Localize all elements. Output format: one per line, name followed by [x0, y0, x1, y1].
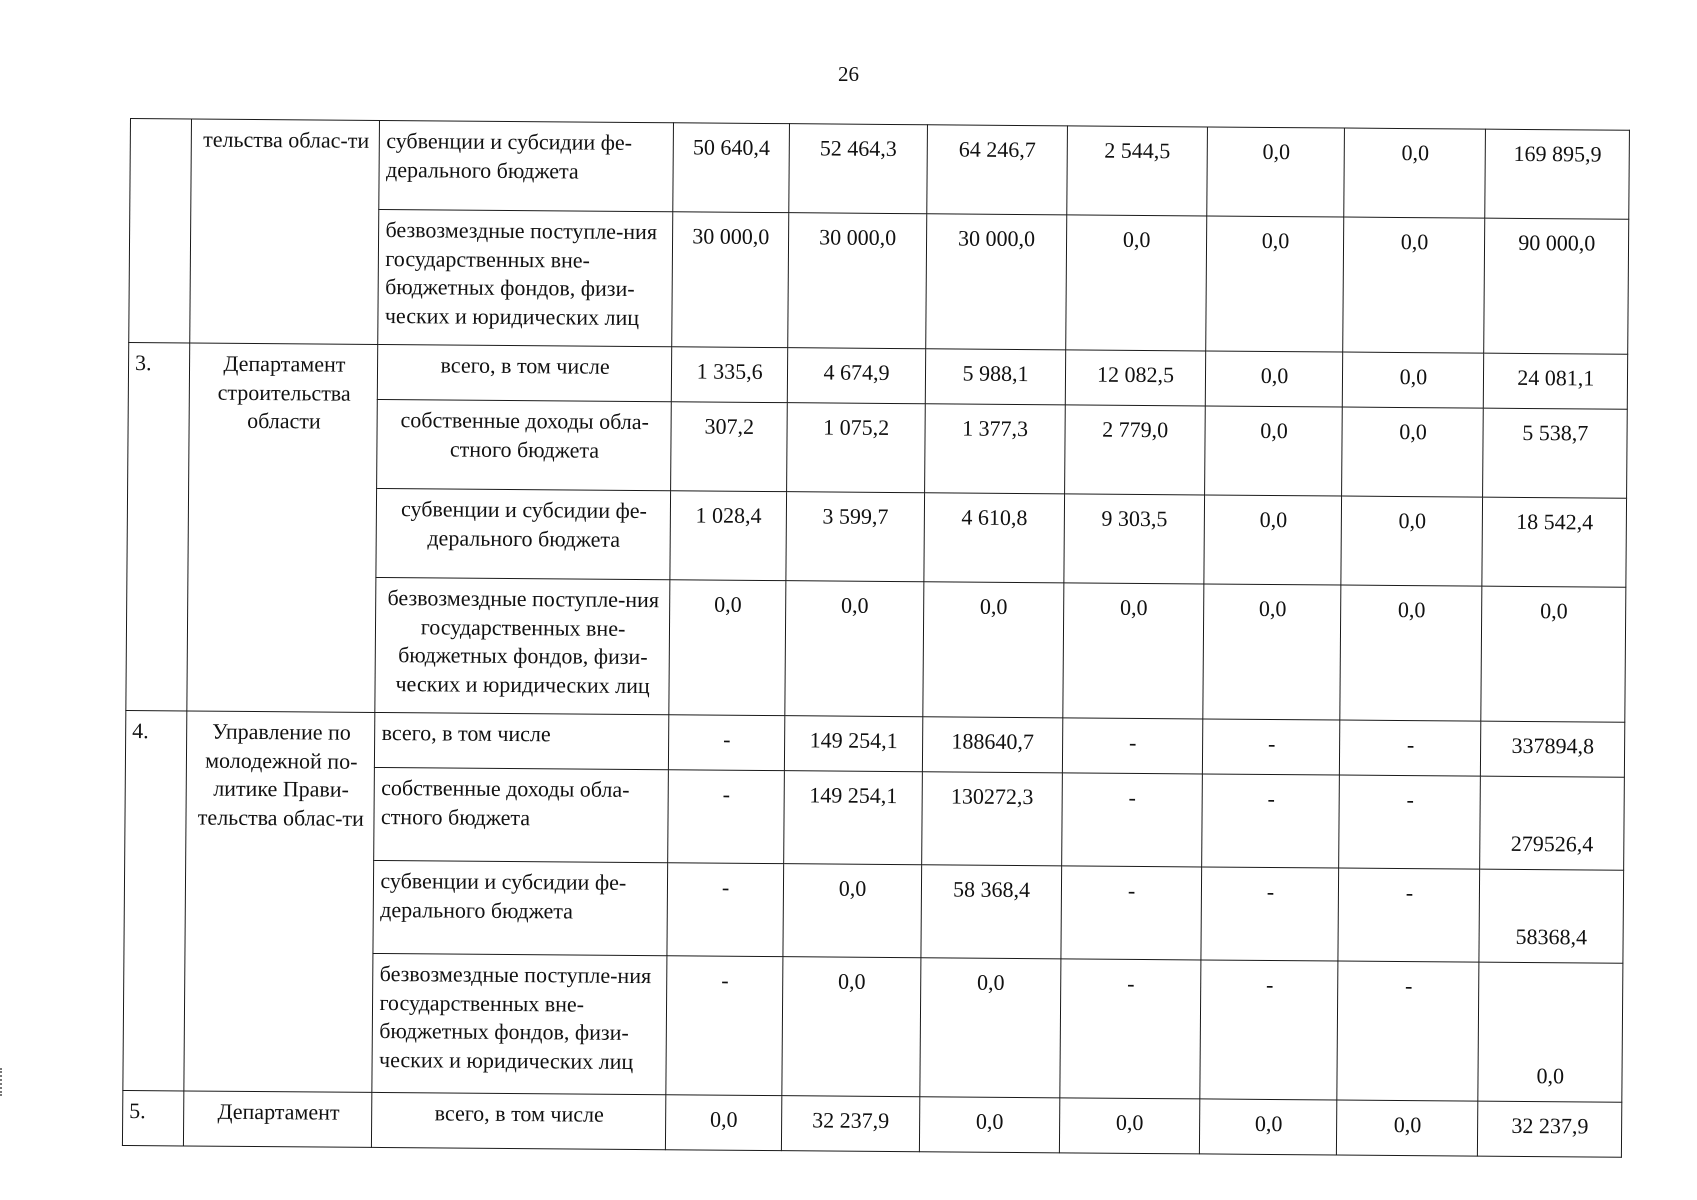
value-cell: 0,0	[1059, 1098, 1199, 1154]
value-cell: 1 028,4	[670, 491, 787, 581]
value-cell: 12 082,5	[1065, 350, 1205, 406]
total-cell: 337894,8	[1480, 721, 1625, 777]
value-cell: 52 464,3	[788, 124, 927, 214]
value-cell: -	[1339, 775, 1480, 869]
page-number: 26	[838, 62, 859, 86]
funding-source: субвенции и субсидии фе-дерального бюджета	[379, 120, 673, 211]
value-cell: 0,0	[1062, 583, 1203, 719]
value-cell: -	[1061, 773, 1202, 867]
total-cell: 279526,4	[1479, 776, 1624, 870]
budget-table	[122, 118, 1630, 1158]
value-cell: 30 000,0	[787, 213, 926, 349]
funding-source: субвенции и субсидии фе-дерального бюджета	[376, 488, 670, 579]
value-cell: -	[668, 715, 784, 771]
value-cell: 130272,3	[921, 772, 1062, 866]
total-cell: 24 081,1	[1483, 353, 1628, 409]
value-cell: 1 075,2	[786, 403, 925, 493]
total-cell: 0,0	[1480, 586, 1626, 722]
value-cell: 0,0	[1343, 352, 1483, 408]
value-cell: 1 335,6	[671, 347, 787, 403]
value-cell: 0,0	[784, 581, 923, 717]
value-cell: 0,0	[1065, 215, 1206, 351]
value-cell: -	[666, 956, 783, 1096]
total-cell: 90 000,0	[1483, 218, 1629, 354]
value-cell: -	[1201, 867, 1340, 961]
value-cell: 2 544,5	[1066, 126, 1207, 216]
department-name: Управление по молодежной по-литике Прави-тельства облас-ти	[184, 711, 375, 1092]
value-cell: 0,0	[1341, 496, 1482, 586]
table-row	[130, 119, 1630, 220]
funding-source: всего, в том числе	[375, 712, 669, 769]
total-cell: 5 538,7	[1482, 408, 1627, 498]
value-cell: -	[1202, 719, 1340, 775]
value-cell: 0,0	[1199, 1099, 1337, 1155]
value-cell: -	[1201, 774, 1340, 868]
value-cell: 0,0	[1344, 128, 1485, 218]
funding-source: безвозмездные поступле-ния государственных вне-бюджетных фондов, физи-ческих и юридических лиц	[375, 577, 669, 714]
table-row	[122, 1090, 1621, 1157]
value-cell: 58 368,4	[920, 865, 1061, 959]
value-cell: 2 779,0	[1064, 405, 1205, 495]
value-cell: 5 988,1	[925, 349, 1065, 405]
row-index: 5.	[122, 1090, 184, 1145]
value-cell: 0,0	[1337, 1100, 1477, 1156]
value-cell: 0,0	[1205, 216, 1344, 352]
value-cell: -	[1338, 868, 1479, 962]
value-cell: -	[1059, 959, 1200, 1099]
value-cell: 1 377,3	[924, 404, 1065, 494]
value-cell: 9 303,5	[1063, 494, 1204, 584]
value-cell: 30 000,0	[671, 212, 788, 348]
value-cell: 4 610,8	[923, 493, 1064, 583]
funding-source: собственные доходы обла-стного бюджета	[377, 399, 671, 490]
value-cell: 0,0	[665, 1095, 781, 1151]
budget-table-sheet	[122, 118, 1630, 1158]
value-cell: 50 640,4	[672, 123, 789, 213]
value-cell: 0,0	[1343, 217, 1484, 353]
value-cell: 149 254,1	[783, 771, 922, 865]
value-cell: 0,0	[1205, 351, 1343, 407]
funding-source: всего, в том числе	[378, 344, 672, 401]
scan-edge-marks	[0, 1068, 8, 1096]
value-cell: 0,0	[1202, 584, 1341, 720]
value-cell: 0,0	[922, 582, 1063, 718]
value-cell: 0,0	[1206, 127, 1345, 217]
value-cell: 0,0	[669, 580, 786, 716]
row-index	[129, 119, 192, 343]
value-cell: 0,0	[1204, 406, 1343, 496]
total-cell: 58368,4	[1478, 869, 1623, 963]
value-cell: 0,0	[1203, 495, 1342, 585]
value-cell: -	[1337, 961, 1478, 1101]
value-cell: 0,0	[919, 1097, 1059, 1153]
value-cell: -	[1199, 960, 1338, 1100]
department-name: тельства облас-ти	[190, 119, 380, 344]
funding-source: безвозмездные поступле-ния государственных вне-бюджетных фондов, физи-ческих и юридических лиц	[372, 953, 666, 1094]
total-cell: 32 237,9	[1477, 1101, 1622, 1157]
value-cell: 30 000,0	[925, 214, 1066, 350]
funding-source: субвенции и субсидии фе-дерального бюджета	[373, 860, 667, 955]
total-cell: 169 895,9	[1484, 129, 1629, 219]
value-cell: 149 254,1	[784, 716, 922, 772]
value-cell: 3 599,7	[786, 492, 925, 582]
value-cell: 0,0	[1340, 585, 1481, 721]
value-cell: 0,0	[781, 957, 920, 1097]
value-cell: -	[1062, 718, 1202, 774]
total-cell: 18 542,4	[1481, 497, 1626, 587]
funding-source: всего, в том числе	[372, 1092, 666, 1149]
value-cell: -	[667, 770, 784, 864]
department-name: Департамент строительства области	[187, 343, 378, 712]
value-cell: 4 674,9	[787, 348, 925, 404]
value-cell: 188640,7	[922, 717, 1062, 773]
total-cell: 0,0	[1477, 962, 1623, 1102]
value-cell: 64 246,7	[926, 125, 1067, 215]
value-cell: 307,2	[670, 402, 787, 492]
department-name: Департамент	[184, 1091, 373, 1147]
value-cell: 0,0	[1342, 407, 1483, 497]
value-cell: -	[1060, 866, 1201, 960]
value-cell: -	[667, 863, 784, 957]
funding-source: безвозмездные поступле-ния государственных вне-бюджетных фондов, физи-ческих и юридических лиц	[378, 209, 672, 346]
table-row	[125, 710, 1624, 777]
value-cell: -	[1340, 720, 1480, 776]
funding-source: собственные доходы обла-стного бюджета	[374, 767, 668, 862]
value-cell: 32 237,9	[781, 1096, 919, 1152]
row-index: 4.	[123, 710, 187, 1090]
value-cell: 0,0	[919, 958, 1060, 1098]
row-index: 3.	[126, 342, 190, 710]
table-row	[128, 342, 1627, 409]
value-cell: 0,0	[783, 864, 922, 958]
